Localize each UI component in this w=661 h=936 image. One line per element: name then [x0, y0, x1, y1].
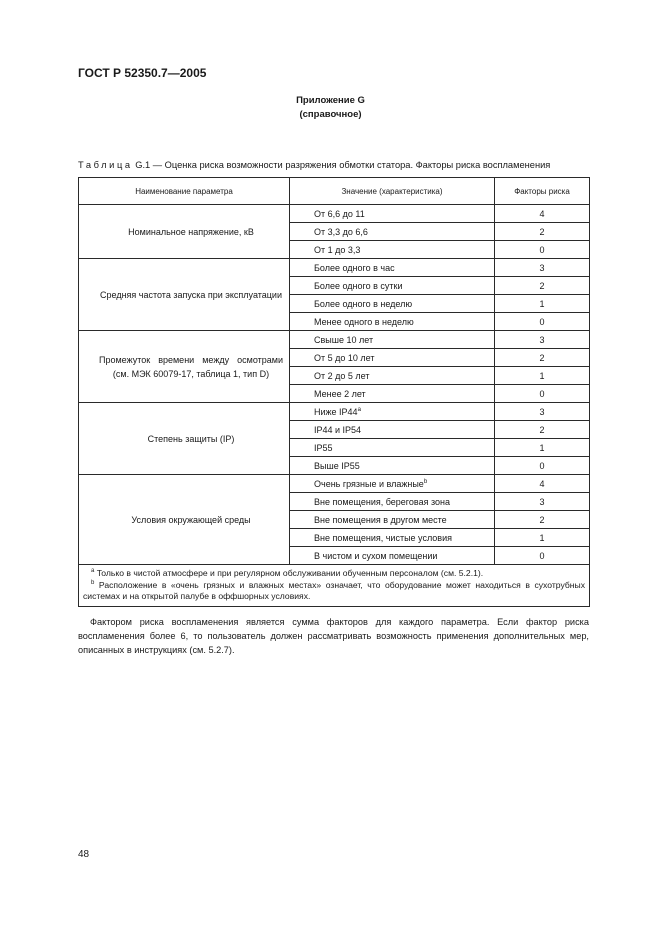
table-caption-text: G.1 — Оценка риска возможности разряжения обмотки статора. Факторы риска воспламенения [132, 160, 551, 170]
value-text: Ниже IP44 [314, 406, 358, 417]
param-start-frequency: Средняя частота запуска при эксплуатации [79, 259, 290, 331]
table-row [79, 475, 590, 493]
factor-cell: 2 [495, 277, 590, 295]
param-protection-degree: Степень защиты (IP) [79, 403, 290, 475]
header-parameter: Наименование параметра [79, 178, 290, 205]
footnote-a-text: Только в чистой атмосфере и при регулярном обслуживании обученным персоналом (см. 5.2.1). [94, 568, 484, 578]
value-cell: От 6,6 до 11 [290, 205, 495, 223]
value-cell: Выше IP55 [290, 457, 495, 475]
appendix-title: Приложение G [296, 95, 365, 106]
footnote-mark-b: b [423, 478, 428, 485]
factor-cell: 0 [495, 241, 590, 259]
factor-cell: 2 [495, 349, 590, 367]
factor-cell: 3 [495, 331, 590, 349]
factor-cell: 2 [495, 511, 590, 529]
table-notes [79, 565, 590, 607]
value-cell: В чистом и сухом помещении [290, 547, 495, 565]
value-cell: IP44 и IP54 [290, 421, 495, 439]
factor-cell: 1 [495, 367, 590, 385]
factor-cell: 0 [495, 547, 590, 565]
param-inspection-interval: Промежуток времени между осмотрами (см. МЭК 60079-17, таблица 1, тип D) [79, 331, 290, 403]
standard-number: ГОСТ Р 52350.7—2005 [78, 66, 207, 80]
factor-cell: 4 [495, 475, 590, 493]
table-notes-row [79, 565, 590, 607]
factor-cell: 3 [495, 493, 590, 511]
factor-cell: 0 [495, 457, 590, 475]
table-row [79, 205, 590, 223]
factor-cell: 0 [495, 313, 590, 331]
value-cell: Менее одного в неделю [290, 313, 495, 331]
value-cell: От 3,3 до 6,6 [290, 223, 495, 241]
page-number: 48 [78, 849, 90, 860]
header-factor: Факторы риска [495, 178, 590, 205]
param-environment: Условия окружающей среды [79, 475, 290, 565]
factor-cell: 2 [495, 223, 590, 241]
value-cell: Более одного в сутки [290, 277, 495, 295]
value-cell: Более одного в неделю [290, 295, 495, 313]
value-text: Очень грязные и влажные [314, 478, 424, 489]
appendix-heading [0, 94, 661, 122]
table-row [79, 331, 590, 349]
value-cell: Вне помещения, чистые условия [290, 529, 495, 547]
factor-cell: 0 [495, 385, 590, 403]
value-cell: От 5 до 10 лет [290, 349, 495, 367]
footnote-b-text: Расположение в «очень грязных и влажных местах» означает, что оборудование может находиться в сухотрубных системах и на открытой палубе в оффшорных условиях. [83, 579, 585, 601]
appendix-subtitle: (справочное) [299, 109, 362, 120]
footnote-b-mark: b [91, 579, 95, 586]
value-cell [290, 475, 495, 493]
footnote-a [83, 568, 585, 580]
table-caption [78, 160, 550, 170]
footnote-mark-a: a [357, 406, 361, 413]
factor-cell: 3 [495, 403, 590, 421]
factor-cell: 1 [495, 295, 590, 313]
footnote-b [83, 580, 585, 603]
factor-cell: 2 [495, 421, 590, 439]
table-row [79, 259, 590, 277]
value-cell: Свыше 10 лет [290, 331, 495, 349]
risk-table [78, 177, 590, 607]
value-cell: Менее 2 лет [290, 385, 495, 403]
value-cell: От 1 до 3,3 [290, 241, 495, 259]
factor-cell: 3 [495, 259, 590, 277]
value-cell: IP55 [290, 439, 495, 457]
value-cell: От 2 до 5 лет [290, 367, 495, 385]
body-paragraph: Фактором риска воспламенения является сумма факторов для каждого параметра. Если фактор риска воспламенения более 6, то пользователь должен рассматривать возможность применения дополнительных мер, описанных в инструкциях (см. 5.2.7). [78, 617, 589, 655]
table-row [79, 403, 590, 421]
value-cell [290, 403, 495, 421]
table-header-row [79, 178, 590, 205]
header-value: Значение (характеристика) [290, 178, 495, 205]
value-cell: Вне помещения в другом месте [290, 511, 495, 529]
param-rated-voltage: Номинальное напряжение, кВ [79, 205, 290, 259]
value-cell: Вне помещения, береговая зона [290, 493, 495, 511]
factor-cell: 1 [495, 439, 590, 457]
value-cell: Более одного в час [290, 259, 495, 277]
footnote-a-mark: a [91, 568, 95, 574]
factor-cell: 4 [495, 205, 590, 223]
factor-cell: 1 [495, 529, 590, 547]
table-caption-label: Таблица [78, 160, 133, 170]
